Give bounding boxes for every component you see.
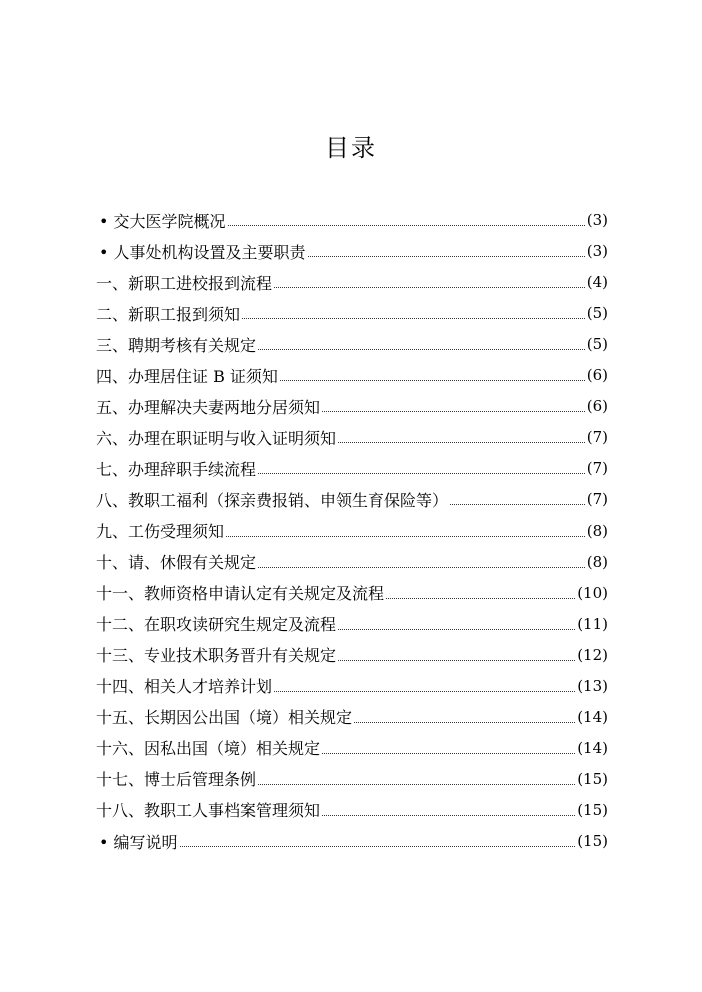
toc-entry-label: 九、工伤受理须知 <box>96 522 225 541</box>
toc-entry-label: 十三、专业技术职务晋升有关规定 <box>96 646 337 666</box>
page-title: 目录 <box>325 134 377 162</box>
toc-entry-label: 十四、相关人才培养计划 <box>96 677 273 697</box>
toc-entry <box>96 795 608 825</box>
toc-entry-label: 一、新职工进校报到流程 <box>96 273 273 293</box>
toc-entry-page: (3) <box>586 211 608 229</box>
toc-entry-page: (15) <box>577 832 608 850</box>
toc-entry <box>96 547 608 577</box>
toc-entry <box>96 640 608 670</box>
toc-entry-label: 二、新职工报到须知 <box>96 304 241 324</box>
toc-entry <box>96 484 608 514</box>
toc-dot-leader <box>258 783 575 785</box>
toc-entry-page: (8) <box>586 521 608 540</box>
toc-dot-leader <box>274 690 575 692</box>
toc-entry <box>96 329 608 359</box>
toc-dot-leader <box>280 379 585 381</box>
toc-dot-leader <box>450 503 585 505</box>
toc-entry <box>96 298 608 328</box>
toc-entry <box>99 826 608 856</box>
toc-entry-label: 七、办理辞职手续流程 <box>96 459 257 479</box>
toc-entry-page: (5) <box>586 304 608 323</box>
toc-entry-page: (5) <box>586 335 608 354</box>
toc-dot-leader <box>242 317 585 319</box>
toc-entry <box>96 516 608 546</box>
toc-entry <box>96 671 608 701</box>
toc-entry-page: (7) <box>586 428 608 447</box>
toc-entry <box>96 578 608 608</box>
toc-entry-label: 十七、博士后管理条例 <box>96 770 257 790</box>
toc-entry-label: 六、办理在职证明与收入证明须知 <box>96 428 337 448</box>
toc-dot-leader <box>180 845 576 847</box>
toc-entry-label: 十六、因私出国（境）相关规定 <box>96 739 321 759</box>
toc-entry-label: 十二、在职攻读研究生规定及流程 <box>96 615 337 635</box>
toc-dot-leader <box>228 224 585 226</box>
toc-entry-page: (10) <box>577 583 608 602</box>
toc-entry-page: (6) <box>586 397 608 416</box>
toc-dot-leader <box>338 628 575 630</box>
toc-dot-leader <box>258 566 585 568</box>
toc-dot-leader <box>322 410 585 412</box>
toc-entry <box>96 391 608 421</box>
toc-entry-page: (4) <box>586 273 608 292</box>
toc-entry-label: 十五、长期因公出国（境）相关规定 <box>96 708 353 728</box>
toc-entry-page: (3) <box>586 242 608 261</box>
toc-entry-label: 四、办理居住证 B 证须知 <box>96 366 278 386</box>
toc-dot-leader <box>338 659 575 661</box>
toc-dot-leader <box>322 814 575 816</box>
toc-dot-leader <box>308 255 585 257</box>
toc-entry <box>96 267 608 297</box>
toc-entry-label: 五、办理解决夫妻两地分居须知 <box>96 397 321 417</box>
toc-entry <box>96 733 608 763</box>
toc-dot-leader <box>386 597 575 599</box>
toc-dot-leader <box>354 721 575 723</box>
toc-entry-page: (8) <box>586 552 608 571</box>
toc-entry-page: (7) <box>586 459 608 478</box>
toc-entry <box>96 360 608 390</box>
toc-entry-label: 十、请、休假有关规定 <box>96 553 257 573</box>
toc-entry-label: 三、聘期考核有关规定 <box>96 335 257 355</box>
toc-entry <box>99 205 608 235</box>
toc-entry-page: (11) <box>577 614 608 633</box>
toc-entry <box>96 702 608 732</box>
toc-entry-page: (14) <box>577 738 608 757</box>
toc-entry-label: • 编写说明 <box>99 832 178 852</box>
toc-entry-label: • 交大医学院概况 <box>99 211 226 231</box>
toc-dot-leader <box>226 535 585 537</box>
toc-entry-page: (15) <box>577 769 608 788</box>
toc-entry-page: (15) <box>577 800 608 819</box>
toc-entry <box>96 453 608 483</box>
toc-entry-label: • 人事处机构设置及主要职责 <box>99 242 306 262</box>
toc-dot-leader <box>338 441 585 443</box>
toc-entry-label: 十八、教职工人事档案管理须知 <box>96 801 321 821</box>
toc-entry-page: (13) <box>577 676 608 695</box>
toc-entry-label: 十一、教师资格申请认定有关规定及流程 <box>96 584 385 604</box>
toc-entry-page: (6) <box>586 366 608 385</box>
toc-entry <box>96 422 608 452</box>
toc-entry <box>96 609 608 639</box>
toc-dot-leader <box>258 348 585 350</box>
toc-dot-leader <box>258 472 585 474</box>
toc-entry-label: 八、教职工福利（探亲费报销、申领生育保险等） <box>96 490 449 510</box>
toc-dot-leader <box>274 286 585 288</box>
toc-entry-page: (7) <box>586 490 608 509</box>
toc-entry <box>99 236 608 266</box>
toc-entry <box>96 764 608 794</box>
toc-dot-leader <box>322 752 575 754</box>
toc-entry-page: (12) <box>577 645 608 664</box>
toc-entry-page: (14) <box>577 707 608 726</box>
